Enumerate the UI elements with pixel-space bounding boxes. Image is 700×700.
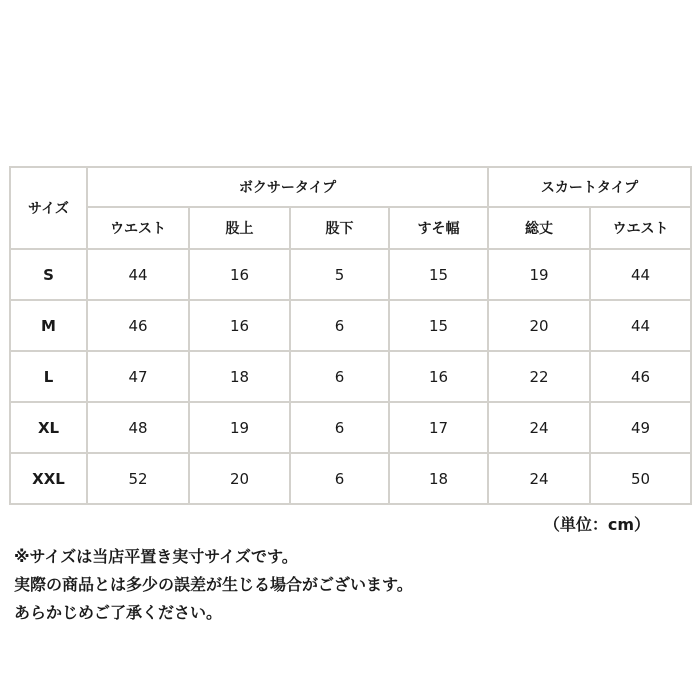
size-label-cell: XL [10,402,87,453]
table-row [10,249,691,300]
column-header-boxer-inseam: 股下 [290,207,389,249]
table-row [10,453,691,504]
table-cell: 15 [389,249,488,300]
table-cell: 52 [87,453,189,504]
size-label-cell: L [10,351,87,402]
table-cell: 6 [290,402,389,453]
table-row [10,300,691,351]
table-cell: 50 [590,453,691,504]
table-cell: 16 [389,351,488,402]
table-cell: 44 [590,300,691,351]
table-cell: 24 [488,453,590,504]
size-chart-table [9,166,692,505]
table-cell: 46 [590,351,691,402]
note-line: あらかじめご了承ください。 [14,603,223,622]
column-header-boxer-waist: ウエスト [87,207,189,249]
table-cell: 6 [290,453,389,504]
column-header-skirt-waist: ウエスト [590,207,691,249]
table-cell: 16 [189,300,290,351]
table-cell: 22 [488,351,590,402]
notes-list [14,543,413,627]
table-cell: 19 [488,249,590,300]
table-cell: 18 [389,453,488,504]
table-cell: 16 [189,249,290,300]
table-cell: 44 [590,249,691,300]
table-cell: 24 [488,402,590,453]
size-column-header: サイズ [10,167,87,249]
table-cell: 15 [389,300,488,351]
table-group-header-row [10,167,691,207]
column-header-boxer-rise: 股上 [189,207,290,249]
column-header-boxer-hem-width: すそ幅 [389,207,488,249]
table-cell: 6 [290,300,389,351]
table-cell: 17 [389,402,488,453]
note-line: 実際の商品とは多少の誤差が生じる場合がございます。 [14,575,413,594]
size-label-cell: S [10,249,87,300]
table-cell: 49 [590,402,691,453]
table-row [10,351,691,402]
table-cell: 44 [87,249,189,300]
table-cell: 20 [488,300,590,351]
boxer-type-header: ボクサータイプ [87,167,488,207]
table-row [10,402,691,453]
unit-note: （単位：cm） [543,515,650,534]
table-cell: 20 [189,453,290,504]
table-cell: 5 [290,249,389,300]
table-cell: 18 [189,351,290,402]
note-line: ※サイズは当店平置き実寸サイズです。 [14,547,298,566]
table-cell: 48 [87,402,189,453]
table-column-header-row [10,207,691,249]
table-cell: 46 [87,300,189,351]
skirt-type-header: スカートタイプ [488,167,691,207]
size-label-cell: M [10,300,87,351]
column-header-skirt-length: 総丈 [488,207,590,249]
table-cell: 19 [189,402,290,453]
table-cell: 6 [290,351,389,402]
size-label-cell: XXL [10,453,87,504]
table-cell: 47 [87,351,189,402]
